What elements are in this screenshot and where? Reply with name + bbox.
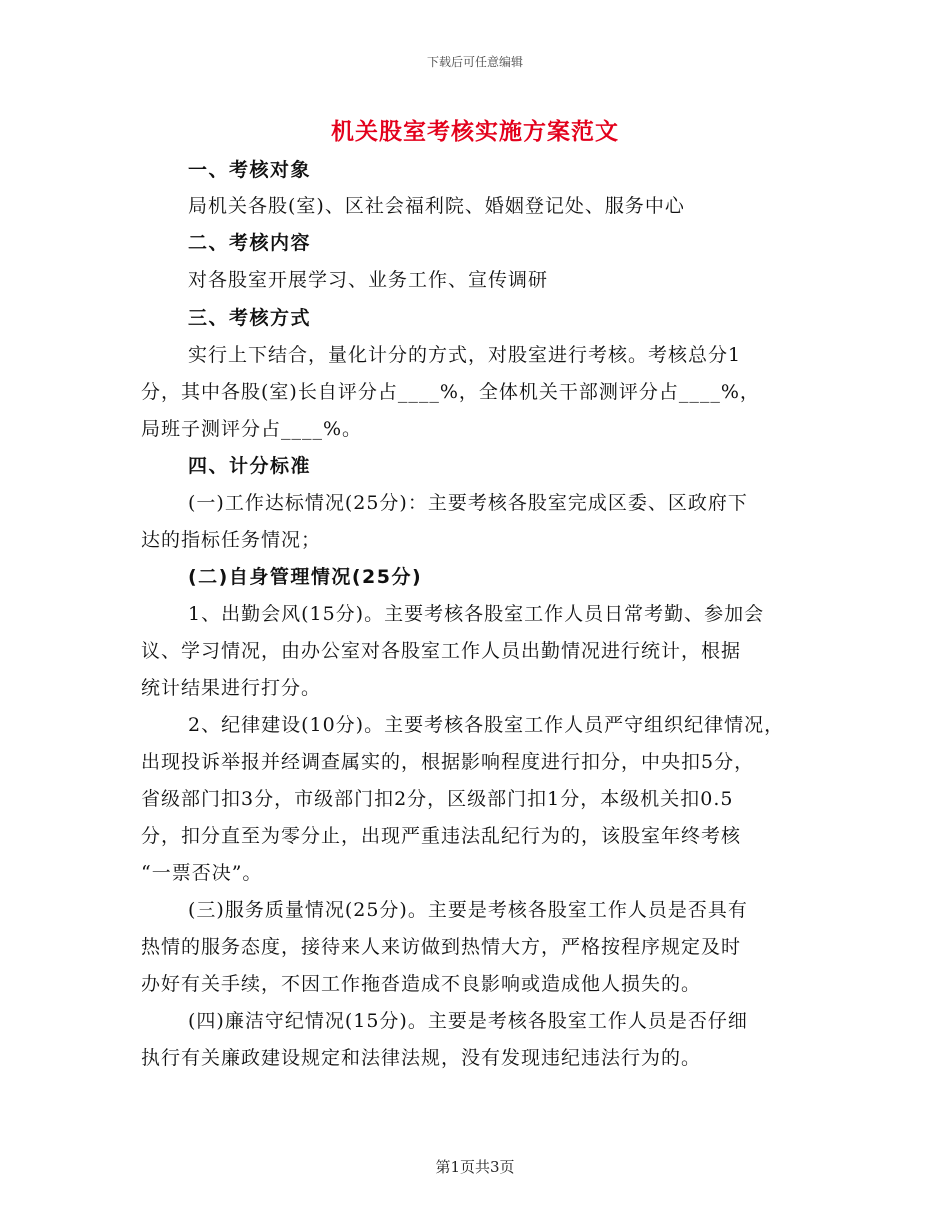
paragraph-line: 统计结果进行打分。 — [141, 677, 322, 699]
paragraph-line: 实行上下结合，量化计分的方式，对股室进行考核。考核总分1 — [188, 344, 742, 366]
paragraph-line: 分，其中各股(室)长自评分占____%，全体机关干部测评分占____%， — [141, 381, 760, 403]
paragraph-line: 热情的服务态度，接待来人来访做到热情大方，严格按程序规定及时 — [141, 936, 742, 958]
paragraph-line: 议、学习情况，由办公室对各股室工作人员出勤情况进行统计，根据 — [141, 640, 742, 662]
paragraph-line: 局机关各股(室)、区社会福利院、婚姻登记处、服务中心 — [188, 195, 685, 217]
header-note: 下载后可任意编辑 — [426, 55, 523, 69]
paragraph-line: 出现投诉举报并经调查属实的，根据影响程度进行扣分，中央扣5分， — [141, 751, 755, 773]
paragraph-line: (一)工作达标情况(25分)：主要考核各股室完成区委、区政府下 — [188, 492, 748, 514]
section-heading-4: 四、计分标准 — [188, 455, 312, 477]
paragraph-line: 达的指标任务情况； — [141, 529, 322, 551]
paragraph-line: 局班子测评分占____%。 — [141, 418, 363, 440]
paragraph-line: 省级部门扣3分，市级部门扣2分，区级部门扣1分，本级机关扣0.5 — [141, 788, 734, 810]
page-number: 第1页共3页 — [435, 1158, 515, 1176]
paragraph-line: 办好有关手续，不因工作拖沓造成不良影响或造成他人损失的。 — [141, 973, 702, 995]
paragraph-line: 分，扣分直至为零分止，出现严重违法乱纪行为的，该股室年终考核 — [141, 825, 742, 847]
paragraph-line: 对各股室开展学习、业务工作、宣传调研 — [188, 269, 549, 291]
document-title: 机关股室考核实施方案范文 — [331, 119, 619, 145]
paragraph-line: (四)廉洁守纪情况(15分)。主要是考核各股室工作人员是否仔细 — [188, 1010, 748, 1032]
section-heading-3: 三、考核方式 — [188, 307, 312, 329]
paragraph-line: 1、出勤会风(15分)。主要考核各股室工作人员日常考勤、参加会 — [188, 603, 765, 625]
paragraph-line: “一票否决”。 — [141, 862, 263, 884]
section-heading-1: 一、考核对象 — [188, 159, 312, 181]
paragraph-line: 执行有关廉政建设规定和法律法规，没有发现违纪违法行为的。 — [141, 1047, 702, 1069]
paragraph-line: 2、纪律建设(10分)。主要考核各股室工作人员严守组织纪律情况， — [188, 714, 785, 736]
section-heading-2: 二、考核内容 — [188, 232, 312, 254]
subsection-heading: (二)自身管理情况(25分) — [188, 566, 423, 588]
paragraph-line: (三)服务质量情况(25分)。主要是考核各股室工作人员是否具有 — [188, 899, 748, 921]
